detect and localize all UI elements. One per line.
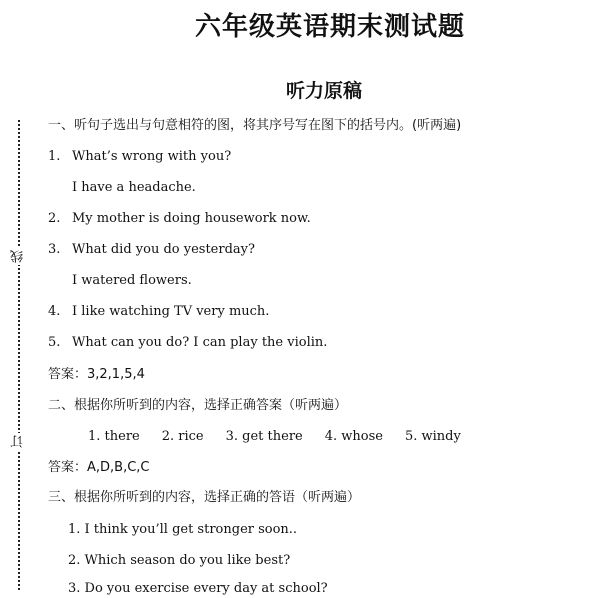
section2-answer: 答案：A,D,B,C,C bbox=[48, 460, 150, 475]
section1-item-3 bbox=[48, 241, 255, 259]
item-text: What’s wrong with you? bbox=[72, 149, 232, 164]
section3-item-3: 3. Do you exercise every day at school? bbox=[68, 581, 328, 596]
item-text: What did you do yesterday? bbox=[72, 242, 255, 257]
binding-label-ding: 订 bbox=[11, 435, 26, 448]
section1-answer: 答案：3,2,1,5,4 bbox=[48, 367, 145, 382]
item-number: 1. bbox=[48, 149, 61, 164]
section1-item-1-reply: I have a headache. bbox=[72, 180, 196, 195]
item-number: 3. bbox=[48, 242, 61, 257]
item-number: 2. bbox=[48, 211, 61, 226]
section1-heading: 一、听句子选出与句意相符的图，将其序号写在图下的括号内。(听两遍) bbox=[48, 118, 462, 133]
section1-item-4 bbox=[48, 303, 269, 321]
option-3: 3. get there bbox=[225, 429, 303, 444]
document-subtitle: 听力原稿 bbox=[285, 80, 362, 102]
binding-dotted-line bbox=[18, 120, 20, 590]
option-1: 1. there bbox=[88, 429, 140, 444]
section3-heading: 三、根据你所听到的内容，选择正确的答语（听两遍） bbox=[48, 490, 361, 505]
section1-item-2 bbox=[48, 210, 311, 228]
document-title: 六年级英语期末测试题 bbox=[194, 12, 465, 42]
section3-item-2: 2. Which season do you like best? bbox=[68, 553, 291, 568]
item-number: 5. bbox=[48, 335, 61, 350]
item-number: 4. bbox=[48, 304, 61, 319]
option-4: 4. whose bbox=[324, 429, 383, 444]
option-2: 2. rice bbox=[161, 429, 204, 444]
item-text: My mother is doing housework now. bbox=[72, 211, 311, 226]
option-5: 5. windy bbox=[404, 429, 461, 444]
section2-heading: 二、根据你所听到的内容，选择正确答案（听两遍） bbox=[48, 398, 348, 413]
section1-item-1 bbox=[48, 148, 231, 166]
section2-options bbox=[88, 428, 461, 446]
binding-label-xian: 线 bbox=[11, 250, 26, 263]
section1-item-3-reply: I watered flowers. bbox=[72, 273, 192, 288]
item-text: I like watching TV very much. bbox=[72, 304, 270, 319]
section1-item-5 bbox=[48, 334, 327, 352]
section3-item-1: 1. I think you’ll get stronger soon.. bbox=[68, 522, 298, 537]
item-text: What can you do? I can play the violin. bbox=[72, 335, 328, 350]
